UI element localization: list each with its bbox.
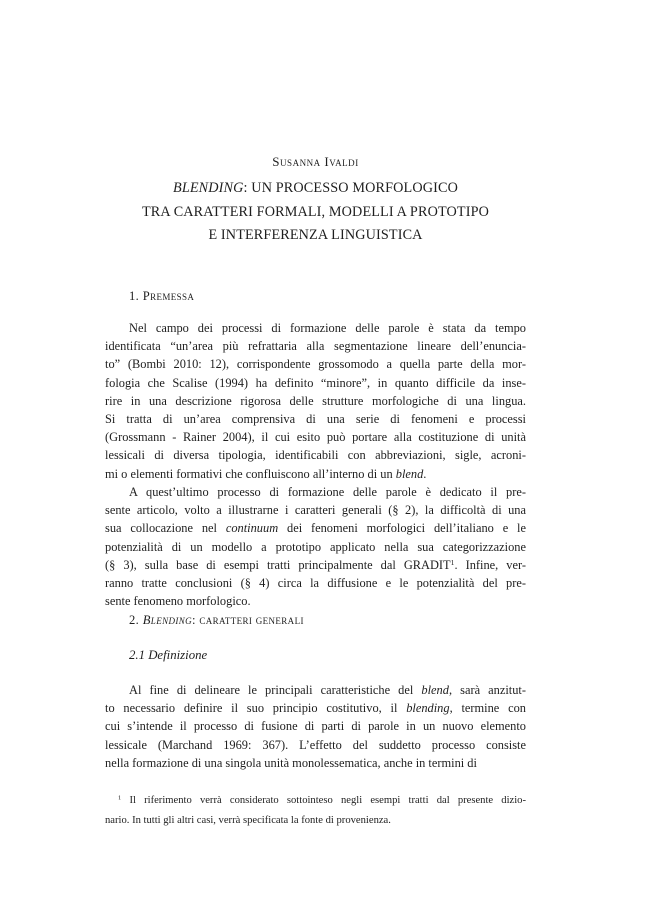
text-run: (§ 3), sulla base di esempi tratti principalmente dal GRADIT xyxy=(105,557,451,572)
footnote xyxy=(105,791,526,831)
text-line xyxy=(105,392,526,410)
text-run: sente fenomeno morfologico. xyxy=(105,594,251,609)
text-line xyxy=(105,538,526,556)
text-run: sente articolo, volto a illustrarne i caratteri generali (§ 2), la difficoltà di una xyxy=(105,503,526,518)
italic-text: blending xyxy=(406,701,450,716)
text-line xyxy=(105,374,526,392)
text-line xyxy=(105,574,526,592)
italic-text: Blending xyxy=(142,613,192,627)
italic-text: continuum xyxy=(225,521,279,536)
section-heading-line xyxy=(105,287,526,305)
text-run: . Infine, ver- xyxy=(454,557,526,572)
text-run: nella formazione di una singola unità monolessematica, anche in termini di xyxy=(105,755,477,770)
text-run: : UN PROCESSO MORFOLOGICO xyxy=(243,180,458,196)
text-line xyxy=(105,519,526,537)
article-title xyxy=(105,177,526,248)
text-run: identificata “un’area più refrattaria alla segmentazione lineare dell’enuncia- xyxy=(105,339,526,354)
text-run: to” (Bombi 2010: 12), corrispondente grossomodo a quella parte della mor- xyxy=(105,357,526,372)
text-line xyxy=(105,355,526,373)
text-line xyxy=(105,556,526,574)
paragraph xyxy=(105,681,526,772)
text-run: sua collocazione nel xyxy=(105,521,226,536)
text-run: TRA CARATTERI FORMALI, MODELLI A PROTOTIPO xyxy=(141,203,489,220)
text-run: Al fine di delineare le principali caratteristiche del xyxy=(129,683,422,697)
text-line xyxy=(105,428,526,446)
subsection-heading-definizione xyxy=(105,646,526,664)
text-run: : caratteri generali xyxy=(191,613,304,627)
text-line xyxy=(105,717,526,735)
footnote-ref: 1 xyxy=(450,557,455,567)
text-line xyxy=(105,446,526,464)
text-run: 1. Premessa xyxy=(129,289,195,303)
section-heading-blending xyxy=(105,611,526,629)
paragraph xyxy=(105,319,526,483)
text-run: Il riferimento verrà considerato sottointeso negli esempi tratti dal presente dizio- xyxy=(121,795,526,806)
text-run: , sarà anzitut- xyxy=(448,683,526,697)
text-line xyxy=(105,754,526,772)
section-heading-line xyxy=(105,611,526,629)
text-run: (Grossmann - Rainer 2004), il cui esito può portare alla costituzione di unità xyxy=(105,430,526,445)
text-line xyxy=(105,465,526,483)
text-run: lessicali di diversa tipologia, identificabili con abbreviazioni, sigle, acroni- xyxy=(105,448,526,463)
author-name: Susanna Ivaldi xyxy=(272,154,359,169)
text-run: 2.1 Definizione xyxy=(129,648,208,662)
text-line xyxy=(105,736,526,754)
text-run: mi o elementi formativi che confluiscono all’interno di un xyxy=(105,466,396,481)
text-line xyxy=(105,483,526,501)
italic-text: BLENDING xyxy=(173,180,244,196)
text-run: , termine con xyxy=(449,701,526,716)
text-run: . xyxy=(423,466,427,481)
text-line xyxy=(105,699,526,717)
text-run: lessicale (Marchand 1969: 367). L’effetto del suddetto processo consiste xyxy=(105,737,526,752)
footnote-line xyxy=(105,811,526,831)
text-run: ranno tratte conclusioni (§ 4) circa la diffusione e le potenzialità del pre- xyxy=(105,576,526,591)
text-run: potenzialità di un modello a prototipo applicato nella sua categorizzazione xyxy=(105,539,526,554)
text-run: E INTERFERENZA LINGUISTICA xyxy=(208,227,423,243)
text-run: A quest’ultimo processo di formazione delle parole è dedicato il pre- xyxy=(129,485,526,499)
text-run: Nel campo dei processi di formazione delle parole è stata da tempo xyxy=(129,321,526,335)
text-run: fologia che Scalise (1994) ha definito “minore”, in quanto difficile da inse- xyxy=(105,375,526,390)
text-run: rire in una descrizione rigorosa delle strutture morfologiche di una lingua. xyxy=(105,393,526,408)
paragraph xyxy=(105,483,526,610)
text-run: cui s’intende il processo di fusione di parti di parole in un nuovo elemento xyxy=(105,719,526,734)
text-run: nario. In tutti gli altri casi, verrà specificata la fonte di provenienza. xyxy=(105,815,391,826)
text-line xyxy=(105,592,526,610)
title-line xyxy=(105,201,526,225)
text-line xyxy=(105,337,526,355)
italic-text: blend xyxy=(421,683,449,697)
text-run: Si tratta di un’area comprensiva di una serie di fenomeni e processi xyxy=(105,412,526,427)
italic-text: blend xyxy=(395,466,424,481)
text-line xyxy=(105,319,526,337)
section-heading-premessa xyxy=(105,287,526,305)
text-line xyxy=(105,410,526,428)
footnote-line xyxy=(105,791,526,811)
text-run: dei fenomeni morfologici dell’italiano e le xyxy=(278,521,526,536)
title-line xyxy=(105,177,526,201)
text-run: to necessario definire il suo principio costitutivo, il xyxy=(105,701,407,716)
text-line xyxy=(105,681,526,699)
text-run: 2. xyxy=(129,613,143,627)
subsection-heading-line xyxy=(105,646,526,664)
title-line xyxy=(105,224,526,248)
text-line xyxy=(105,501,526,519)
footnote-ref: 1 xyxy=(118,794,122,802)
